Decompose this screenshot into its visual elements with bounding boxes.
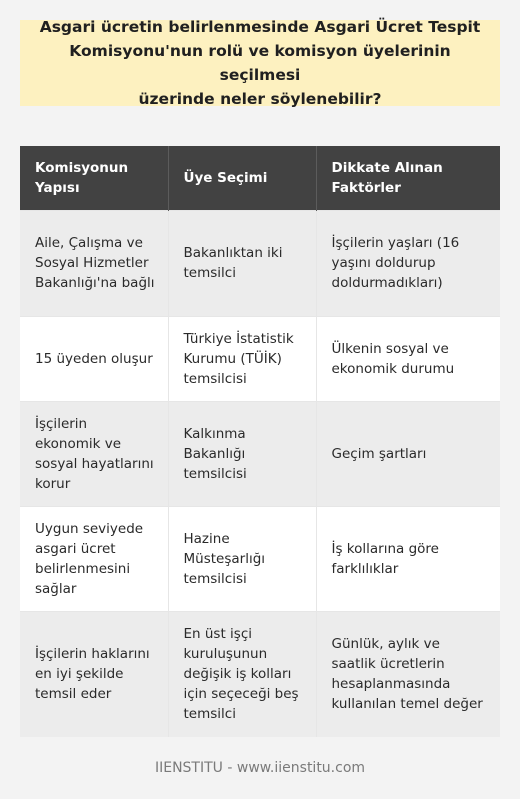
member-cell: En üst işçi kuruluşunun değişik iş kolları için seçeceği beş temsilci [168,611,316,737]
structure-cell: 15 üyeden oluşur [20,316,168,401]
table-row [20,401,500,506]
table-header-row [20,146,500,210]
question-title [36,15,484,111]
table-row [20,316,500,401]
structure-cell: Aile, Çalışma ve Sosyal Hizmetler Bakanlığı'na bağlı [20,210,168,316]
factor-cell: İş kollarına göre farklılıklar [316,506,500,611]
table-row [20,210,500,316]
commission-table [20,146,500,737]
factor-cell: İşçilerin yaşları (16 yaşını doldurup doldurmadıkları) [316,210,500,316]
factor-cell: Günlük, aylık ve saatlik ücretlerin hesaplanmasında kullanılan temel değer [316,611,500,737]
question-title-line-2: Komisyonu'nun rolü ve komisyon üyelerinin seçilmesi [69,42,451,84]
member-cell: Bakanlıktan iki temsilci [168,210,316,316]
table-row [20,506,500,611]
footer-source: IIENSTITU - www.iienstitu.com [154,760,366,776]
member-cell: Türkiye İstatistik Kurumu (TÜİK) temsilcisi [168,316,316,401]
header-member-selection: Üye Seçimi [168,146,316,210]
structure-cell: İşçilerin ekonomik ve sosyal hayatlarını korur [20,401,168,506]
question-title-line-3: üzerinde neler söylenebilir? [138,90,382,108]
factor-cell: Geçim şartları [316,401,500,506]
header-commission-structure: Komisyonun Yapısı [20,146,168,210]
member-cell: Hazine Müsteşarlığı temsilcisi [168,506,316,611]
structure-cell: Uygun seviyede asgari ücret belirlenmesini sağlar [20,506,168,611]
question-title-line-1: Asgari ücretin belirlenmesinde Asgari Ücret Tespit [39,18,481,36]
question-title-box [20,20,500,106]
structure-cell: İşçilerin haklarını en iyi şekilde temsil eder [20,611,168,737]
header-considered-factors: Dikkate Alınan Faktörler [316,146,500,210]
member-cell: Kalkınma Bakanlığı temsilcisi [168,401,316,506]
table-row [20,611,500,737]
factor-cell: Ülkenin sosyal ve ekonomik durumu [316,316,500,401]
